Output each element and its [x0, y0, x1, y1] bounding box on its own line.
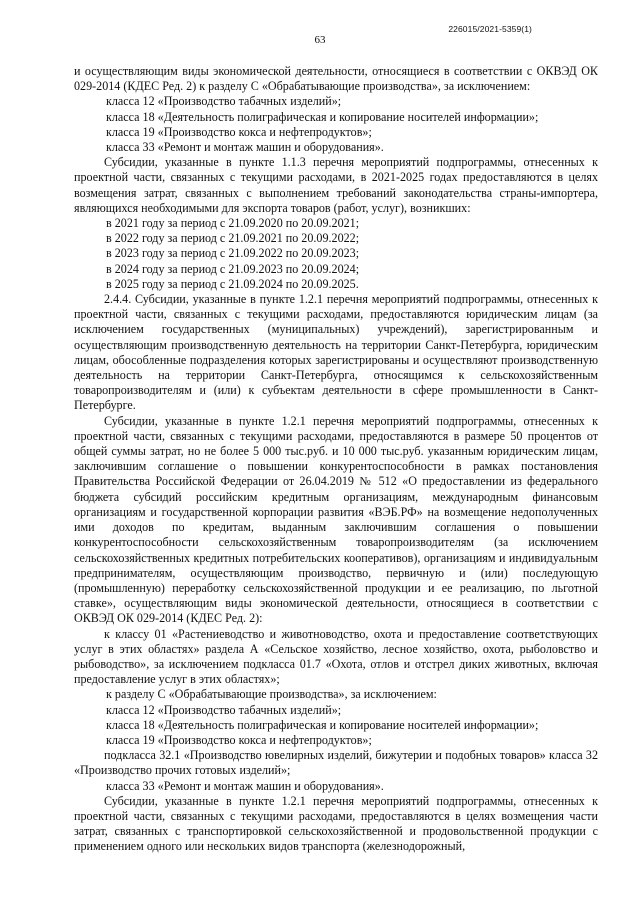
paragraph: подкласса 32.1 «Производство ювелирных изделий, бижутерии и подобных товаров» класса 32 «Производство прочих готовых изделий»;	[74, 748, 598, 778]
list-item: класса 18 «Деятельность полиграфическая и копирование носителей информации»;	[106, 109, 539, 124]
list-item: класса 18 «Деятельность полиграфическая и копирование носителей информации»;	[106, 717, 539, 732]
paragraph: Субсидии, указанные в пункте 1.2.1 перечня мероприятий подпрограммы, отнесенных к проектной части, связанных с текущими расходами, предоставляются в целях возмещения части затрат, связанных с транспортировкой сельскохозяйственной и продовольственной продукции с применением одного или нескольких видов транспорта (железнодорожный,	[74, 793, 598, 854]
list-item: класса 12 «Производство табачных изделий»;	[106, 94, 342, 109]
list-item: класса 12 «Производство табачных изделий»;	[106, 702, 342, 717]
list-item: к разделу С «Обрабатывающие производства», за исключением:	[106, 687, 437, 702]
list-item: в 2022 году за период с 21.09.2021 по 20.09.2022;	[106, 231, 360, 246]
paragraph: 2.4.4. Субсидии, указанные в пункте 1.2.1 перечня мероприятий подпрограммы, отнесенных к проектной части, связанных с текущими расходами, предоставляются юридическим лицам (за исключением государственных (муниципальных) учреждений), зарегистрированным и осуществляющим производственную деятельность на территории Санкт-Петербурга, юридическим лицам, обособленные подразделения которых зарегистрированы и осуществляют производственную деятельность на территории Санкт-Петербурга, относящимся к сельскохозяйственным товаропроизводителям и (или) к субъектам деятельности в сфере промышленности в Санкт-Петербурге.	[74, 292, 598, 413]
list-item: класса 19 «Производство кокса и нефтепродуктов»;	[106, 124, 372, 139]
list-item: в 2025 году за период с 21.09.2024 по 20.09.2025.	[106, 276, 359, 291]
paragraph: Субсидии, указанные в пункте 1.1.3 перечня мероприятий подпрограммы, отнесенных к проектной части, связанных с текущими расходами, в 2021-2025 годах предоставляются в целях возмещения затрат, связанных с выполнением требований законодательства страны-импортера, являющихся необходимыми для экспорта товаров (работ, услуг), возникших:	[74, 155, 598, 215]
list-item: класса 19 «Производство кокса и нефтепродуктов»;	[106, 732, 372, 747]
list-item: в 2023 году за период с 21.09.2022 по 20.09.2023;	[106, 246, 360, 261]
list-item: класса 33 «Ремонт и монтаж машин и оборудования».	[106, 778, 384, 793]
document-id: 226015/2021-5359(1)	[448, 24, 532, 34]
paragraph: и осуществляющим виды экономической деятельности, относящиеся в соответствии с ОКВЭД ОК 029-2014 (КДЕС Ред. 2) к разделу С «Обрабатывающие производства», за исключением:	[74, 64, 598, 94]
paragraph: к классу 01 «Растениеводство и животноводство, охота и предоставление соответствующих услуг в этих областях» раздела А «Сельское хозяйство, лесное хозяйство, охота, рыболовство и рыбоводство», за исключением подкласса 01.7 «Охота, отлов и отстрел диких животных, включая предоставление услуг в этих областях»;	[74, 626, 598, 687]
list-item: класса 33 «Ремонт и монтаж машин и оборудования».	[106, 140, 384, 155]
page-number: 63	[314, 34, 326, 46]
list-item: в 2024 году за период с 21.09.2023 по 20.09.2024;	[106, 261, 360, 276]
paragraph: Субсидии, указанные в пункте 1.2.1 перечня мероприятий подпрограммы, отнесенных к проектной части, связанных с текущими расходами, предоставляются в размере 50 процентов от общей суммы затрат, но не более 5 000 тыс.руб. и 10 000 тыс.руб. указанным юридическим лицам, заключившим соглашение о повышении конкурентоспособности в рамках постановления Правительства Российской Федерации от 26.04.2019 № 512 «О предоставлении из федерального бюджета субсидий российским кредитным организациям, международным финансовым организациям и государственной корпорации развития «ВЭБ.РФ» на возмещение недополученных ими доходов по кредитам, выданным заключившим соглашения о повышении конкурентоспособности сельскохозяйственным товаропроизводителям (за исключением сельскохозяйственных кредитных потребительских кооперативов), организациям и индивидуальным предпринимателям, осуществляющим производство, первичную и (или) последующую (промышленную) переработку сельскохозяйственной продукции и ее реализацию, по льготной ставке», осуществляющим виды экономической деятельности, относящиеся в соответствии с ОКВЭД ОК 029-2014 (КДЕС Ред. 2):	[74, 413, 598, 626]
document-body	[74, 64, 598, 855]
list-item: в 2021 году за период с 21.09.2020 по 20.09.2021;	[106, 216, 360, 231]
